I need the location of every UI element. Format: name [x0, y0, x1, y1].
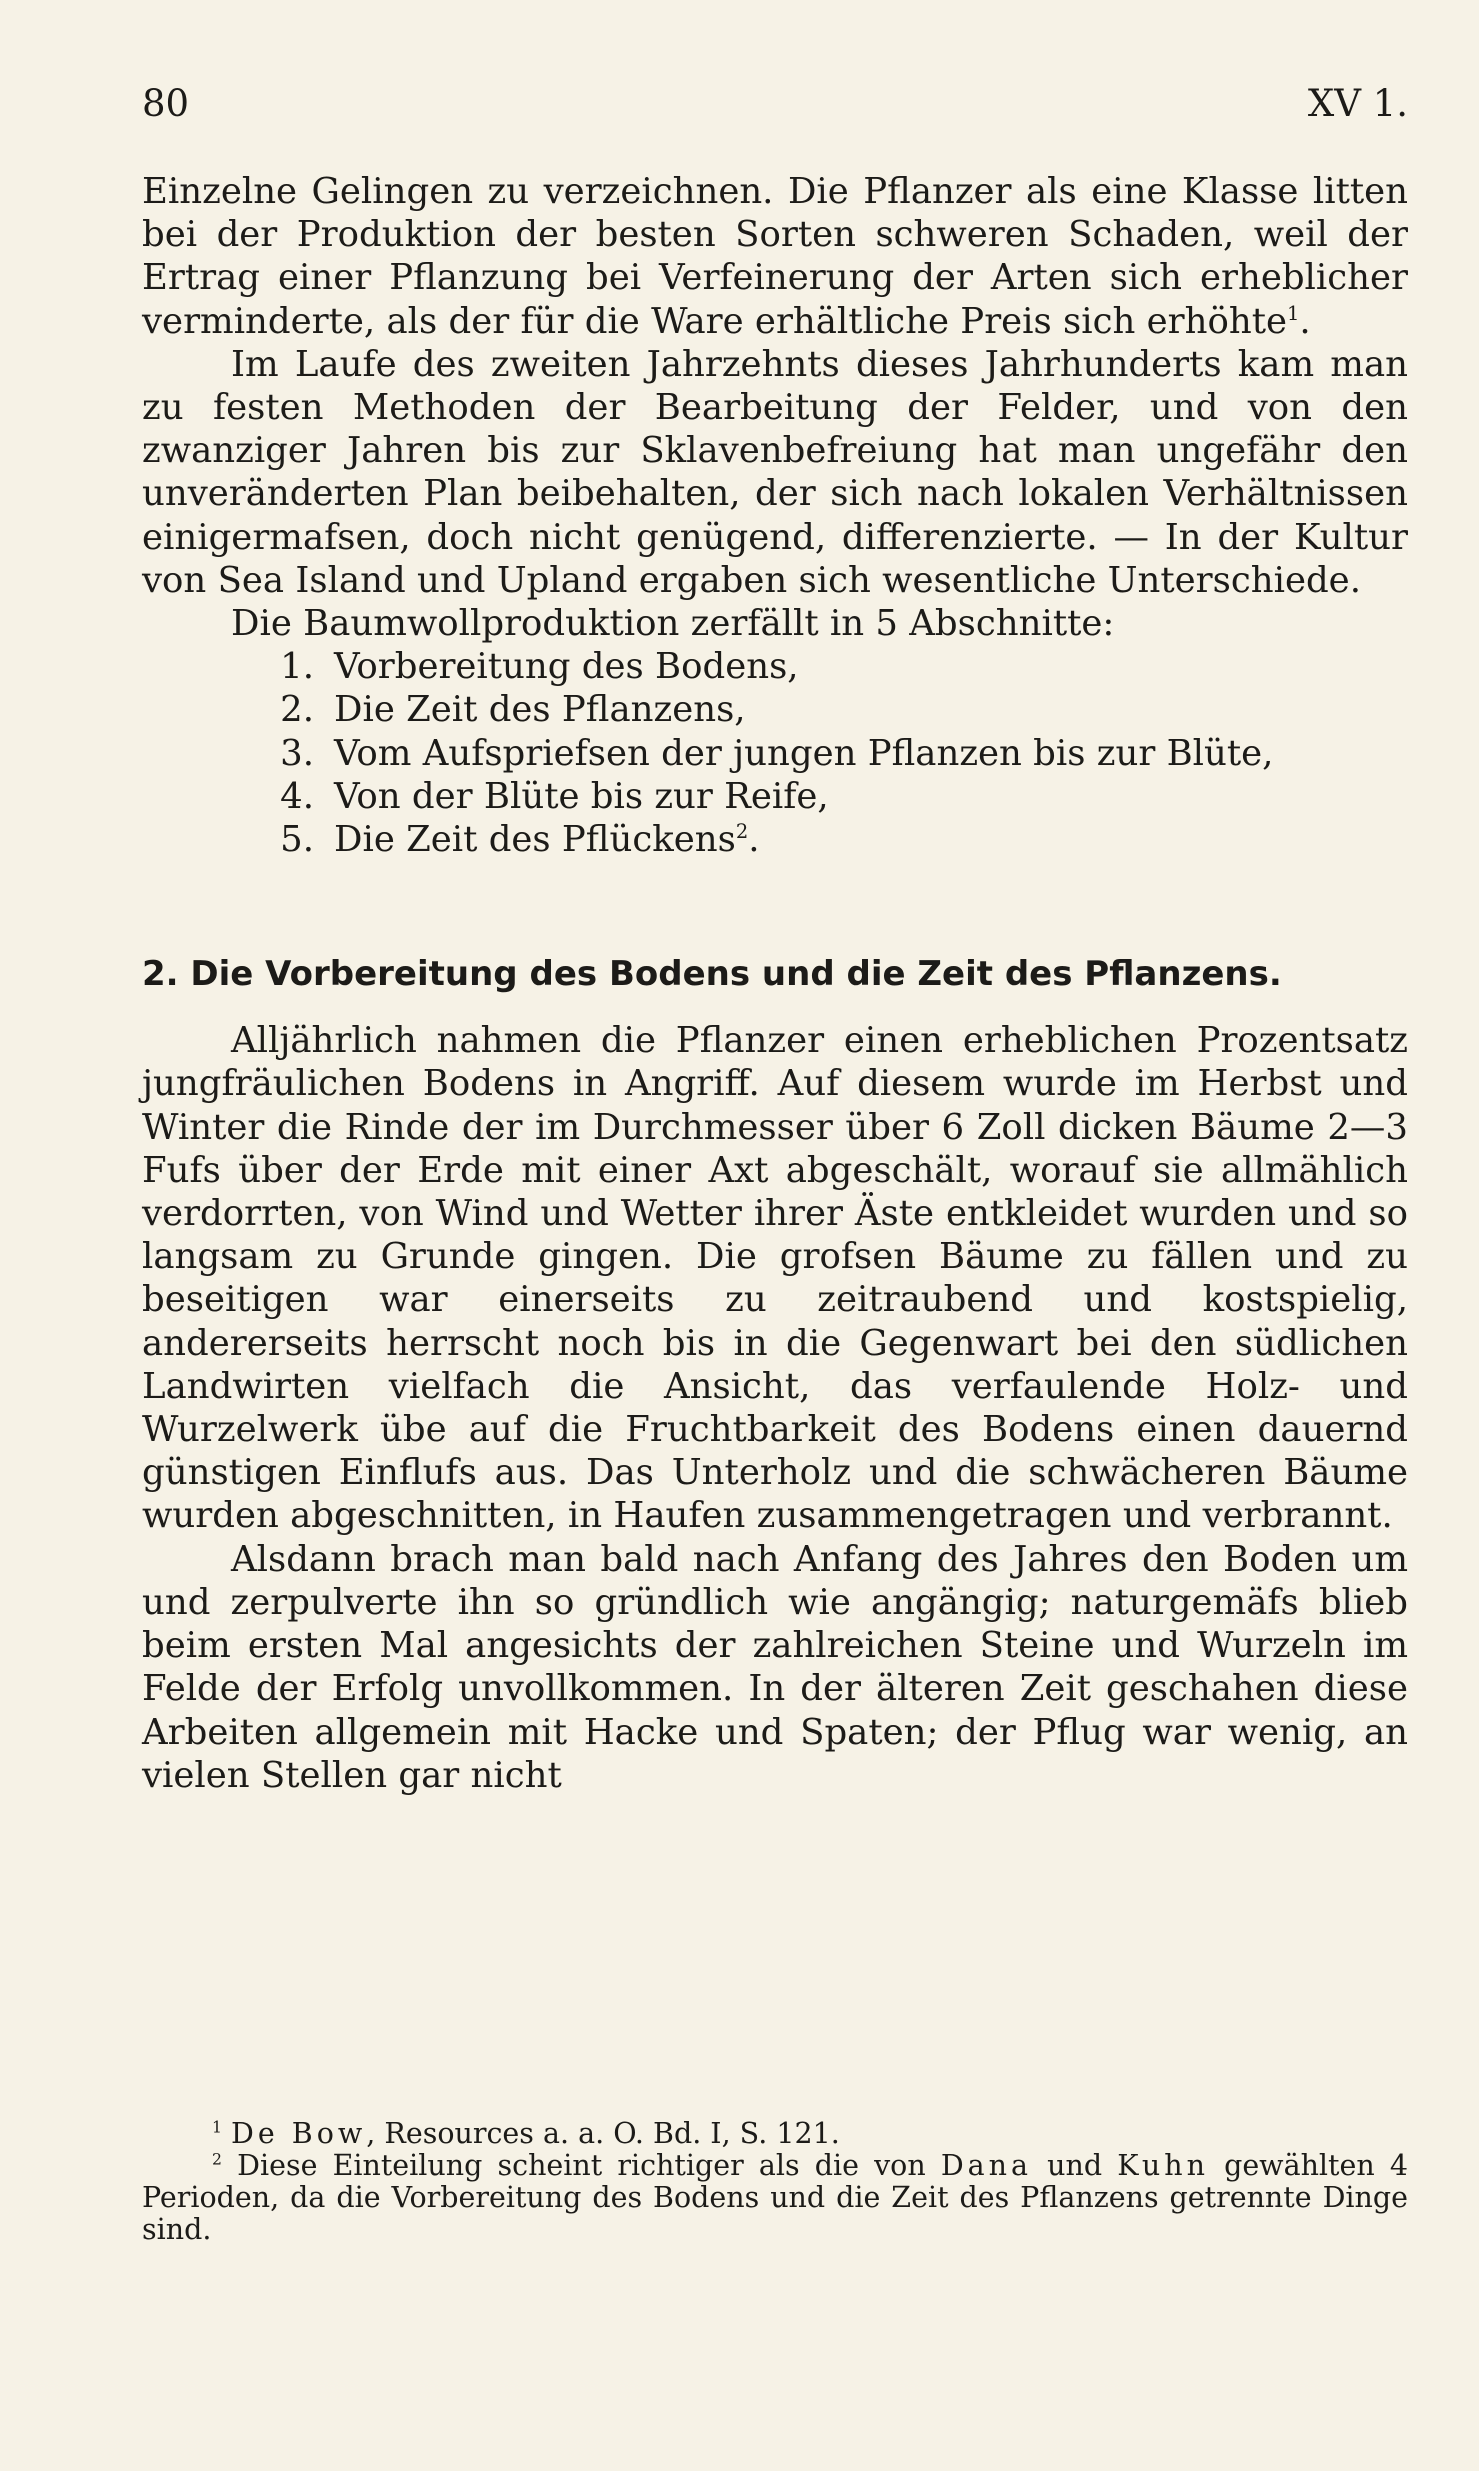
list-number: 5. [280, 819, 314, 861]
list-text: Vorbereitung des Bodens, [334, 646, 799, 688]
list-number: 2. [280, 689, 314, 731]
list-text: Vom Aufspriefsen der jungen Pflanzen bis zur Blüte, [334, 732, 1274, 774]
main-text [142, 170, 1408, 1797]
list-number: 4. [280, 775, 314, 817]
list-item [264, 645, 1408, 688]
paragraph: Alljährlich nahmen die Pflanzer einen erheblichen Prozentsatz jungfräulichen Bodens in Angriff. Auf diesem wurde im Herbst und Winter die Rinde der im Durchmesser über 6 Zoll dicken Bäume 2—3 Fufs über der Erde mit einer Axt abgeschält, worauf sie allmählich verdorrten, von Wind und Wetter ihrer Äste entkleidet wurden und so langsam zu Grunde gingen. Die grofsen Bäume zu fällen und zu beseitigen war einerseits zu zeitraubend und kostspielig, andererseits herrscht noch bis in die Gegenwart bei den südlichen Landwirten vielfach die Ansicht, das verfaulende Holz- und Wurzelwerk übe auf die Fruchtbarkeit des Bodens einen dauernd günstigen Einflufs aus. Das Unterholz und die schwächeren Bäume wurden abgeschnitten, in Haufen zusammengetragen und verbrannt. [142, 1020, 1408, 1537]
footnote-mark: 1 [212, 2117, 222, 2137]
footnote-text: , Resources a. a. O. Bd. I, S. 121. [366, 2117, 840, 2150]
footnote-mark: 2 [212, 2149, 222, 2169]
footnote-text: und [1032, 2149, 1118, 2182]
list-item [264, 732, 1408, 775]
punctuation: . [748, 819, 760, 861]
punctuation: . [1299, 300, 1311, 342]
list-item [264, 775, 1408, 818]
footnote-text: Diese Einteilung scheint richtiger als die von [237, 2149, 941, 2182]
running-head [142, 82, 1408, 132]
list-item [264, 688, 1408, 731]
paragraph-text: Einzelne Gelingen zu verzeichnen. Die Pflanzer als eine Klasse litten bei der Produktion der besten Sorten schweren Schaden, weil der Ertrag einer Pflanzung bei Verfeinerung der Arten sich erheblicher verminderte, als der für die Ware erhältliche Preis sich erhöhte [142, 171, 1408, 342]
paragraph: Die Baumwollproduktion zerfällt in 5 Abschnitte: [231, 603, 1115, 645]
footnote-ref: 2 [735, 820, 749, 844]
footnotes [142, 2118, 1408, 2246]
phase-list [142, 645, 1408, 861]
section-heading: 2. Die Vorbereitung des Bodens und die Zeit des Pflanzens. [142, 954, 1282, 995]
footnote-ref: 1 [1286, 301, 1300, 325]
chapter-marker: XV 1. [1307, 82, 1408, 125]
author-name: De Bow [231, 2117, 367, 2150]
list-text: Von der Blüte bis zur Reife, [334, 775, 829, 817]
list-text: Die Zeit des Pflanzens, [334, 689, 746, 731]
footnote-text: gewählten 4 Perioden, da die Vorbereitung des Bodens und die Zeit des Pflanzens getrennte Dinge sind. [142, 2149, 1408, 2246]
paragraph [142, 170, 1408, 343]
list-number: 3. [280, 732, 314, 774]
list-number: 1. [280, 646, 314, 688]
paragraph: Im Laufe des zweiten Jahrzehnts dieses Jahrhunderts kam man zu festen Methoden der Bearbeitung der Felder, und von den zwanziger Jahren bis zur Sklavenbefreiung hat man ungefähr den unveränderten Plan beibehalten, der sich nach lokalen Verhältnissen einigermafsen, doch nicht genügend, differenzierte. — In der Kultur von Sea Island und Upland ergaben sich wesentliche Unterschiede. [142, 343, 1408, 601]
author-name: Kuhn [1117, 2149, 1209, 2182]
footnote [142, 2118, 1408, 2150]
footnote [142, 2150, 1408, 2246]
list-text: Die Zeit des Pflückens [334, 819, 736, 861]
paragraph: Alsdann brach man bald nach Anfang des Jahres den Boden um und zerpulverte ihn so gründlich wie angängig; naturgemäfs blieb beim ersten Mal angesichts der zahlreichen Steine und Wurzeln im Felde der Erfolg unvollkommen. In der älteren Zeit geschahen diese Arbeiten allgemein mit Hacke und Spaten; der Pflug war wenig, an vielen Stellen gar nicht [142, 1538, 1408, 1796]
page-number: 80 [142, 82, 190, 125]
author-name: Dana [940, 2149, 1032, 2182]
list-item [264, 818, 1408, 861]
